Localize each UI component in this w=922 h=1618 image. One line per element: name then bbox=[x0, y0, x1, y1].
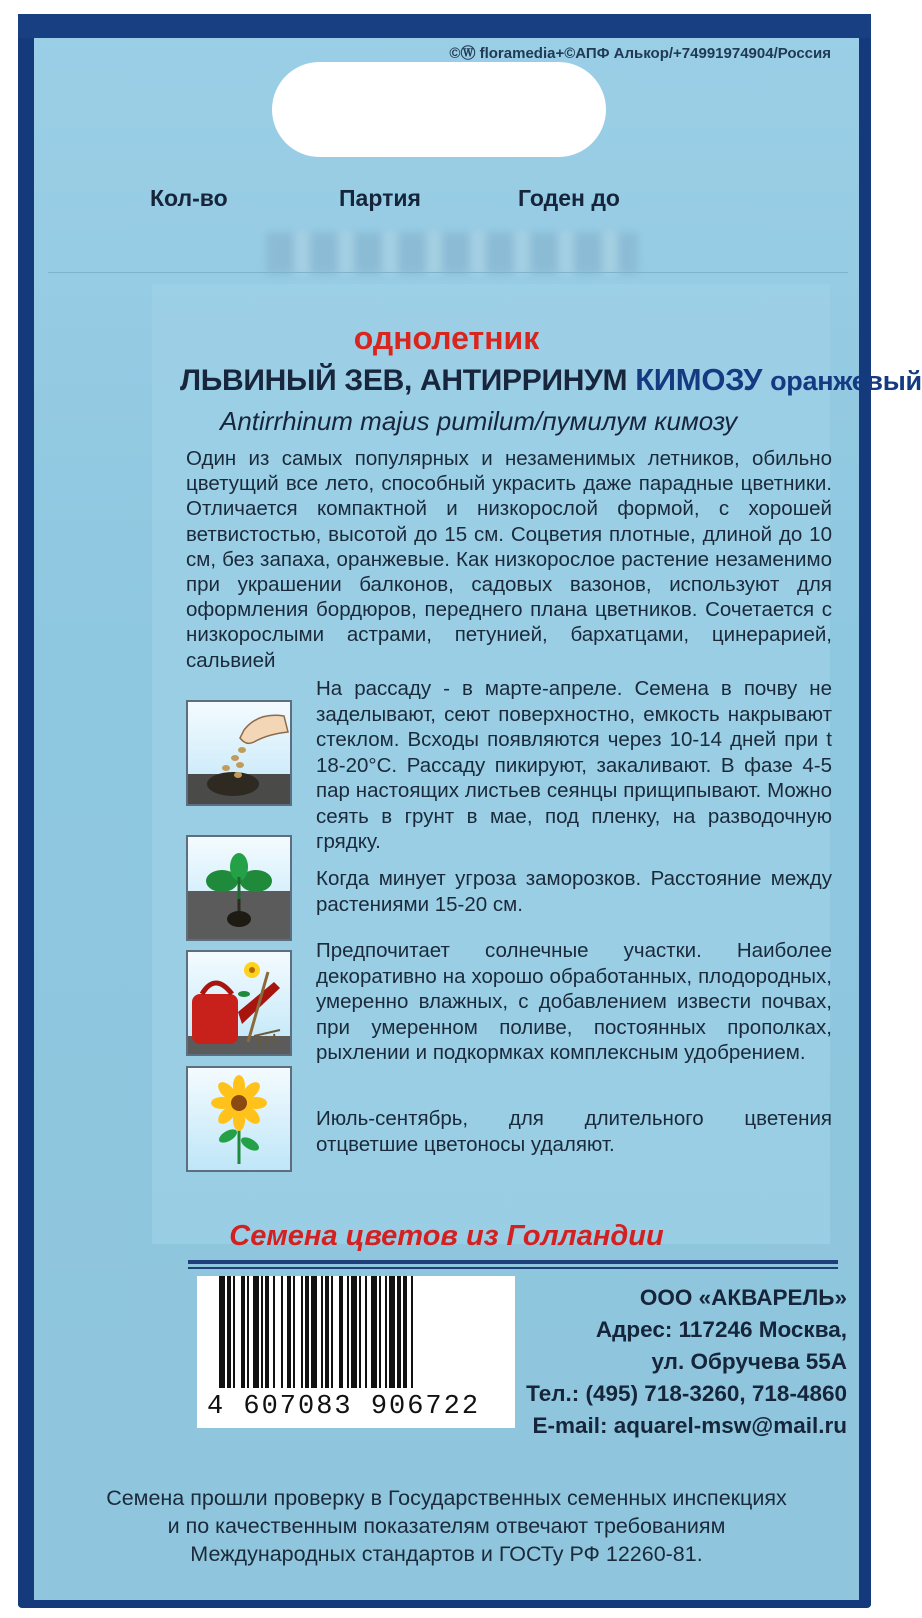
packet-top-band bbox=[18, 14, 871, 38]
divider-rule-thin bbox=[188, 1267, 838, 1269]
hang-hole bbox=[272, 62, 606, 157]
slogan: Семена цветов из Голландии bbox=[229, 1220, 664, 1252]
company-address-1: Адрес: 117246 Москва, bbox=[595, 1317, 847, 1342]
product-title bbox=[180, 362, 922, 398]
barcode-bar bbox=[321, 1276, 323, 1388]
latin-name: Antirrhinum majus pumilum/пумилум кимозу bbox=[220, 406, 738, 436]
plant-category: однолетник bbox=[353, 320, 540, 356]
step-planting-text: Когда минует угроза заморозков. Расстояние между растениями 15-20 см. bbox=[316, 867, 832, 916]
flap-fold-line bbox=[48, 272, 848, 273]
barcode-bar bbox=[253, 1276, 259, 1388]
step-care-text: Предпочитает солнечные участки. Наиболее декоративно на хорошо обработанных, плодородных, умеренно влажных, с добавлением извести почвах, при умеренном поливе, постоянных прополках, рыхлении и подкормках комплексным удобрением. bbox=[316, 939, 832, 1064]
title-cultivar: КИМОЗУ bbox=[635, 362, 763, 397]
barcode-bar bbox=[281, 1276, 283, 1388]
copyright-line: ©Ⓦ floramedia+©АПФ Алькор/+74991974904/Россия bbox=[449, 45, 831, 62]
certification-line-1: Семена прошли проверку в Государственных семенных инспекциях bbox=[106, 1486, 787, 1510]
barcode-bar bbox=[233, 1276, 235, 1388]
field-qty-label: Кол-во bbox=[150, 185, 228, 211]
blurred-batch-code bbox=[266, 232, 638, 274]
barcode-bar bbox=[311, 1276, 317, 1388]
company-name: ООО «АКВАРЕЛЬ» bbox=[639, 1285, 847, 1310]
company-phone: Тел.: (495) 718-3260, 718-4860 bbox=[526, 1381, 847, 1406]
barcode-bar bbox=[385, 1276, 387, 1388]
barcode-bar bbox=[397, 1276, 401, 1388]
barcode-bar bbox=[325, 1276, 329, 1388]
barcode-bar bbox=[347, 1276, 349, 1388]
barcode-bar bbox=[227, 1276, 231, 1388]
barcode-number: 4 607083 906722 bbox=[207, 1392, 481, 1422]
company-email: E-mail: aquarel-msw@mail.ru bbox=[532, 1413, 847, 1438]
watering-can-icon bbox=[186, 950, 292, 1056]
barcode-bar bbox=[389, 1276, 395, 1388]
certification-line-3: Международных стандартов и ГОСТу РФ 12260-81. bbox=[190, 1542, 703, 1566]
company-address-2: ул. Обручева 55А bbox=[651, 1349, 847, 1374]
barcode-bar bbox=[293, 1276, 295, 1388]
barcode-bar bbox=[273, 1276, 275, 1388]
barcode-bar bbox=[403, 1276, 407, 1388]
step-bloom-text: Июль-сентябрь, для длительного цветения отцветшие цветоносы удаляют. bbox=[316, 1107, 832, 1156]
barcode-bar bbox=[287, 1276, 291, 1388]
certification-line-2: и по качественным показателям отвечают требованиям bbox=[167, 1514, 726, 1538]
flower-icon bbox=[186, 1066, 292, 1172]
sowing-hand-icon bbox=[186, 700, 292, 806]
barcode-bar bbox=[301, 1276, 303, 1388]
barcode-bar bbox=[219, 1276, 225, 1388]
field-batch-label: Партия bbox=[339, 185, 421, 211]
divider-rule bbox=[188, 1260, 838, 1264]
barcode-bar bbox=[339, 1276, 343, 1388]
step-sowing-text: На рассаду - в марте-апреле. Семена в почву не заделывают, сеют поверхностно, емкость накрывают стеклом. Всходы появляются через 10-14 дней при t 18-20°С. Рассаду пикируют, закаливают. В фазе 4-5 пар настоящих листьев сеянцы прищипывают. Можно сеять в грунт в мае, под пленку, на разводочную грядку. bbox=[316, 677, 832, 853]
company-block bbox=[526, 1282, 847, 1442]
title-color: оранжевый bbox=[770, 366, 922, 396]
barcode-bar bbox=[331, 1276, 333, 1388]
barcode-bar bbox=[351, 1276, 357, 1388]
field-expiry-label: Годен до bbox=[518, 185, 620, 211]
barcode-bar bbox=[305, 1276, 309, 1388]
barcode-bar bbox=[371, 1276, 377, 1388]
title-main: ЛЬВИНЫЙ ЗЕВ, АНТИРРИНУМ bbox=[180, 364, 628, 397]
description: Один из самых популярных и незаменимых летников, обильно цветущий все лето, способный украсить даже парадные цветники. Отличается компактной и низкорослой формой, с хорошей ветвистостью, высотой до 15 см. Соцветия плотные, длиной до 10 см, без запаха, оранжевые. Как низкорослое растение незаменимо при украшении балконов, садовых вазонов, используют для оформления бордюров, переднего плана цветников. Сочетается с низкорослыми астрами, петунией, бархатцами, цинерарией, сальвией bbox=[186, 447, 832, 672]
barcode-bar bbox=[247, 1276, 249, 1388]
barcode-bar bbox=[241, 1276, 245, 1388]
certification-note bbox=[0, 1484, 893, 1568]
barcode-bar bbox=[359, 1276, 361, 1388]
barcode-bar bbox=[379, 1276, 381, 1388]
barcode-bar bbox=[411, 1276, 413, 1388]
barcode-bar bbox=[261, 1276, 263, 1388]
seedling-icon bbox=[186, 835, 292, 941]
barcode-bar bbox=[265, 1276, 269, 1388]
barcode-bar bbox=[365, 1276, 367, 1388]
